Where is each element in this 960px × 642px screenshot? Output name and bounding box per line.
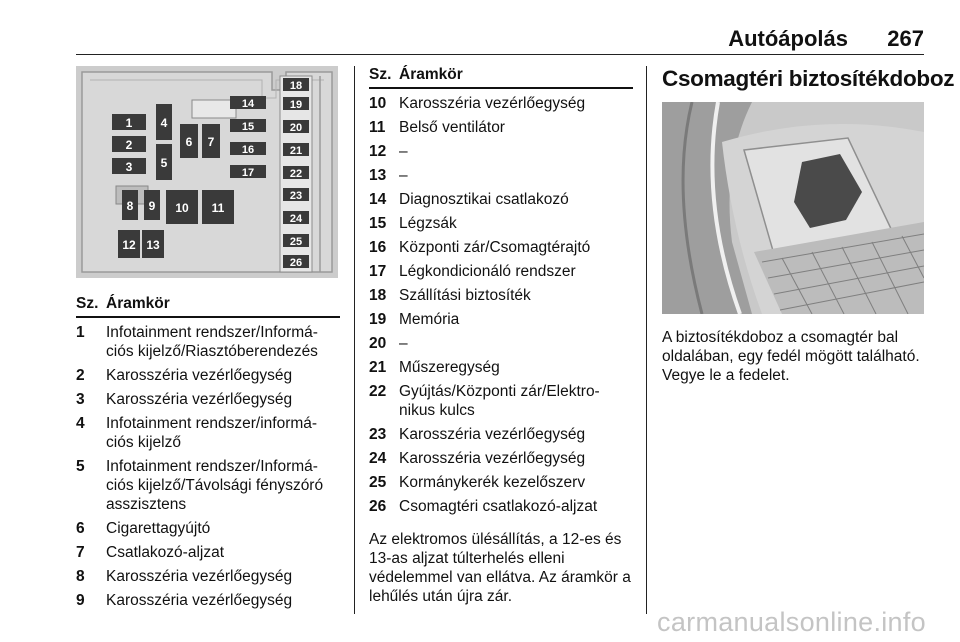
fuse-number: 21 <box>369 359 387 376</box>
fuse-25 <box>283 234 309 248</box>
table-row <box>369 262 633 281</box>
fuse-14 <box>230 96 266 110</box>
circuit-description: Légzsák <box>399 215 457 232</box>
page-header <box>0 0 960 56</box>
fuse-label: 14 <box>241 98 255 110</box>
section-text: A biztosítékdoboz a csomagtér bal oldalában, egy fedél mögött található. Vegye le a fedelet. <box>662 329 920 384</box>
table-row <box>369 473 633 492</box>
fuse-label: 25 <box>289 236 303 248</box>
table-row <box>76 591 340 610</box>
fuse-label: 19 <box>289 99 303 111</box>
fuse-label: 20 <box>289 122 303 134</box>
circuit-description: Légkondicionáló rendszer <box>399 263 576 280</box>
fuse-number: 5 <box>76 458 85 475</box>
fuse-16 <box>230 142 266 156</box>
fuse-number: 2 <box>76 367 85 384</box>
fuse-number: 24 <box>369 450 387 467</box>
fuse-number: 23 <box>369 426 387 443</box>
fuse-21 <box>283 143 309 157</box>
fuse-label: 7 <box>207 135 215 149</box>
fuse-label: 5 <box>160 156 168 170</box>
table-row <box>369 286 633 305</box>
fuse-17 <box>230 165 266 179</box>
table-row <box>369 425 633 444</box>
fuse-box-diagram <box>76 66 338 278</box>
fuse-label: 6 <box>185 135 193 149</box>
fuse-label: 4 <box>160 116 168 130</box>
fuse-table-right <box>369 94 633 516</box>
fuse-label: 22 <box>289 168 303 180</box>
fuse-number: 26 <box>369 498 387 515</box>
fuse-number: 7 <box>76 544 85 561</box>
fuse-table-left <box>76 323 340 610</box>
table-row <box>76 414 340 452</box>
table-row <box>369 497 633 516</box>
fuse-number: 3 <box>76 391 85 408</box>
table-row <box>369 166 633 185</box>
fuse-label: 12 <box>122 238 136 252</box>
fuse-label: 8 <box>126 199 134 213</box>
fuse-number: 22 <box>369 383 387 400</box>
fuse-12 <box>118 230 140 258</box>
table-row <box>76 543 340 562</box>
circuit-description: Infotainment rendszer/Informá-ciós kijelző/Riasztóberendezés <box>106 324 318 360</box>
circuit-description: Gyújtás/Központi zár/Elektro-nikus kulcs <box>399 383 600 419</box>
table-header <box>369 66 633 89</box>
circuit-description: Infotainment rendszer/informá-ciós kijelző <box>106 415 318 451</box>
fuse-label: 10 <box>175 201 189 215</box>
fuse-number: 11 <box>369 119 386 136</box>
table-row <box>369 94 633 113</box>
table-row <box>369 382 633 420</box>
fuse-6 <box>180 124 198 158</box>
fuse-number: 13 <box>369 167 387 184</box>
fuse-number: 10 <box>369 95 387 112</box>
fuse-3 <box>112 158 146 174</box>
table-row <box>76 519 340 538</box>
table-header <box>76 295 340 318</box>
fuse-9 <box>144 190 160 220</box>
table-row <box>76 457 340 514</box>
circuit-description: – <box>399 335 408 352</box>
fuse-label: 2 <box>125 138 133 152</box>
fuse-number: 20 <box>369 335 387 352</box>
table-row <box>369 358 633 377</box>
circuit-description: Diagnosztikai csatlakozó <box>399 191 569 208</box>
circuit-description: Karosszéria vezérlőegység <box>399 450 586 467</box>
circuit-description: Karosszéria vezérlőegység <box>399 426 586 443</box>
fuse-26 <box>283 255 309 269</box>
circuit-description: – <box>399 167 408 184</box>
column-divider <box>354 66 355 614</box>
fuse-19 <box>283 97 309 111</box>
column-right <box>662 66 955 385</box>
fuse-number: 1 <box>76 324 85 341</box>
fuse-label: 21 <box>289 145 303 157</box>
fuse-number: 18 <box>369 287 387 304</box>
fuse-11 <box>202 190 234 224</box>
table-row <box>369 118 633 137</box>
fuse-number: 25 <box>369 474 387 491</box>
overload-note: Az elektromos ülésállítás, a 12-es és 13-as aljzat túlterhelés elleni védelemmel van ellátva. Az áramkör a lehűlés után újra zár. <box>369 531 631 605</box>
fuse-label: 1 <box>125 116 133 130</box>
fuse-8 <box>122 190 138 220</box>
fuse-5 <box>156 144 172 180</box>
chapter-title: Autóápolás <box>728 26 848 51</box>
fuse-label: 11 <box>211 201 225 215</box>
fuse-10 <box>166 190 198 224</box>
circuit-description: Kormánykerék kezelőszerv <box>399 474 586 491</box>
fuse-number: 15 <box>369 215 387 232</box>
circuit-description: Memória <box>399 311 460 328</box>
fuse-label: 17 <box>241 167 255 179</box>
circuit-description: Karosszéria vezérlőegység <box>106 568 293 585</box>
fuse-number: 6 <box>76 520 85 537</box>
fuse-7 <box>202 124 220 158</box>
fuse-23 <box>283 188 309 202</box>
fuse-label: 13 <box>146 238 160 252</box>
column-header-number: Sz. <box>369 66 392 83</box>
table-row <box>369 238 633 257</box>
table-row <box>369 214 633 233</box>
fuse-label: 15 <box>241 121 255 133</box>
table-row <box>369 449 633 468</box>
page-number: 267 <box>887 26 924 51</box>
column-left <box>76 66 340 610</box>
fuse-number: 16 <box>369 239 387 256</box>
circuit-description: Karosszéria vezérlőegység <box>106 592 293 609</box>
fuse-2 <box>112 136 146 152</box>
fuse-number: 4 <box>76 415 85 432</box>
circuit-description: Cigarettagyújtó <box>106 520 211 537</box>
fuse-number: 12 <box>369 143 387 160</box>
fuse-label: 16 <box>241 144 255 156</box>
column-header-circuit: Áramkör <box>399 66 463 83</box>
fuse-20 <box>283 120 309 134</box>
circuit-description: Karosszéria vezérlőegység <box>399 95 586 112</box>
circuit-description: Szállítási biztosíték <box>399 287 531 304</box>
circuit-description: Csatlakozó-aljzat <box>106 544 225 561</box>
circuit-description: Központi zár/Csomagtérajtó <box>399 239 591 256</box>
watermark: carmanualsonline.info <box>657 607 926 637</box>
table-row <box>76 323 340 361</box>
table-row <box>76 366 340 385</box>
fuse-label: 3 <box>125 160 133 174</box>
fuse-number: 8 <box>76 568 85 585</box>
column-middle <box>369 66 633 606</box>
table-row <box>369 310 633 329</box>
fuse-18 <box>283 78 309 92</box>
fuse-label: 24 <box>289 213 303 225</box>
fuse-number: 9 <box>76 592 85 609</box>
circuit-description: Műszeregység <box>399 359 500 376</box>
fuse-13 <box>142 230 164 258</box>
table-row <box>369 142 633 161</box>
fuse-number: 17 <box>369 263 387 280</box>
column-header-number: Sz. <box>76 295 99 312</box>
table-row <box>76 390 340 409</box>
column-divider <box>646 66 647 614</box>
column-header-circuit: Áramkör <box>106 295 170 312</box>
fuse-15 <box>230 119 266 133</box>
fuse-1 <box>112 114 146 130</box>
circuit-description: – <box>399 143 408 160</box>
fuse-number: 19 <box>369 311 387 328</box>
circuit-description: Belső ventilátor <box>399 119 505 136</box>
fuse-label: 9 <box>148 199 156 213</box>
circuit-description: Csomagtéri csatlakozó-aljzat <box>399 498 598 515</box>
table-row <box>369 334 633 353</box>
table-row <box>76 567 340 586</box>
circuit-description: Infotainment rendszer/Informá-ciós kijelző/Távolsági fényszóró asszisztens <box>106 458 324 513</box>
trunk-fuse-box-photo <box>662 102 924 314</box>
fuse-22 <box>283 166 309 180</box>
fuse-4 <box>156 104 172 140</box>
header-rule <box>76 54 924 55</box>
fuse-label: 18 <box>289 80 303 92</box>
fuse-label: 26 <box>289 257 303 269</box>
fuse-label: 23 <box>289 190 303 202</box>
circuit-description: Karosszéria vezérlőegység <box>106 391 293 408</box>
table-row <box>369 190 633 209</box>
fuse-24 <box>283 211 309 225</box>
circuit-description: Karosszéria vezérlőegység <box>106 367 293 384</box>
section-title: Csomagtéri biztosítékdoboz <box>662 66 955 91</box>
fuse-number: 14 <box>369 191 387 208</box>
